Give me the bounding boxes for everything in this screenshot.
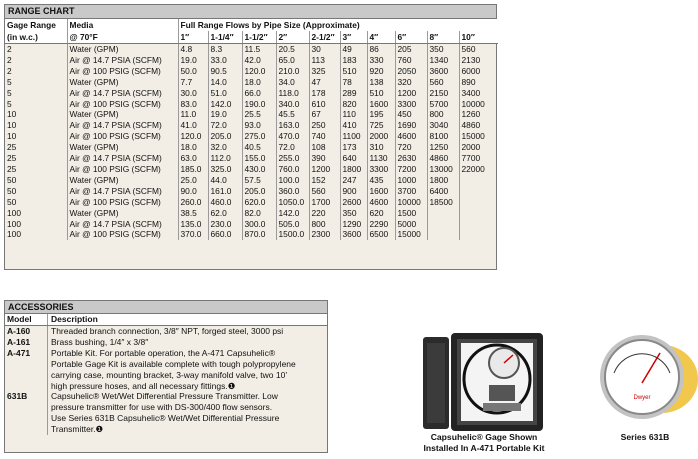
- table-row: [5, 109, 498, 120]
- flow-cell: 4.8: [178, 44, 208, 55]
- media-temp: @ 70°F: [67, 31, 178, 44]
- flow-cell: 2290: [367, 219, 395, 230]
- flow-cell: 4600: [395, 131, 427, 142]
- flow-cell: 1260: [459, 109, 498, 120]
- media-cell: Water (GPM): [67, 77, 178, 88]
- table-row: [5, 142, 498, 153]
- flow-cell: 5700: [427, 99, 459, 110]
- flow-cell: 100.0: [276, 175, 309, 186]
- flow-cell: 83.0: [178, 99, 208, 110]
- flow-cell: 1000: [395, 175, 427, 186]
- flow-cell: 1050.0: [276, 197, 309, 208]
- flow-cell: 25.0: [178, 175, 208, 186]
- flow-cell: 7.7: [178, 77, 208, 88]
- series-631b-caption: Series 631B: [620, 432, 670, 442]
- flow-cell: 110: [340, 109, 367, 120]
- media-header: Media: [67, 19, 178, 31]
- table-row: [5, 208, 498, 219]
- flow-cell: 30: [309, 44, 340, 55]
- flow-cell: 1800: [427, 175, 459, 186]
- model-header: Model: [7, 314, 32, 324]
- accessory-row: [5, 337, 327, 348]
- flow-cell: 325: [309, 66, 340, 77]
- flow-cell: 1290: [340, 219, 367, 230]
- accessories-header-row: [5, 314, 327, 326]
- media-cell: Air @ 100 PSIG (SCFM): [67, 229, 178, 240]
- table-row: [5, 131, 498, 142]
- description-line: Brass bushing, 1/4″ x 3/8″: [51, 336, 149, 347]
- flows-header: Full Range Flows by Pipe Size (Approximate): [178, 19, 498, 31]
- description-line: Capsuhelic® Wet/Wet Differential Pressure Transmitter. Low: [51, 391, 278, 402]
- flow-cell: 620: [367, 208, 395, 219]
- flow-cell: 2050: [395, 66, 427, 77]
- flow-cell: 205.0: [242, 186, 276, 197]
- flow-cell: 560: [427, 77, 459, 88]
- flow-cell: 66.0: [242, 88, 276, 99]
- flow-cell: 435: [367, 175, 395, 186]
- flow-cell: 255.0: [276, 153, 309, 164]
- flow-cell: 1200: [309, 164, 340, 175]
- media-cell: Air @ 100 PSIG (SCFM): [67, 131, 178, 142]
- flow-cell: 4860: [459, 120, 498, 131]
- accessory-model: A-471: [7, 347, 31, 358]
- accessory-model: 631B: [7, 391, 28, 402]
- flow-cell: 7200: [395, 164, 427, 175]
- flow-cell: 2150: [427, 88, 459, 99]
- flow-cell: 2630: [395, 153, 427, 164]
- flow-cell: 510: [367, 88, 395, 99]
- media-cell: Air @ 14.7 PSIA (SCFM): [67, 186, 178, 197]
- pipe-size-header: 2″: [276, 31, 309, 44]
- flow-cell: 640: [340, 153, 367, 164]
- gage-range-cell: 2: [7, 54, 12, 65]
- table-row: [5, 219, 498, 230]
- description-line: Portable Kit. For portable operation, the A-471 Capsuhelic®: [51, 347, 276, 358]
- portable-kit-photo: [421, 333, 546, 433]
- accessory-row: [5, 348, 327, 392]
- flow-cell: 3400: [459, 88, 498, 99]
- flow-cell: 72.0: [208, 120, 242, 131]
- gage-range-cell: 100: [7, 218, 21, 229]
- flow-cell: 173: [340, 142, 367, 153]
- description-line: Use Series 631B Capsuhelic® Wet/Wet Differential Pressure: [51, 413, 280, 424]
- media-cell: Air @ 100 PSIG (SCFM): [67, 197, 178, 208]
- range-chart-body: [5, 44, 498, 241]
- flow-cell: 1500: [395, 208, 427, 219]
- flow-cell: 610: [309, 99, 340, 110]
- flow-cell: 40.5: [242, 142, 276, 153]
- flow-cell: 15000: [459, 131, 498, 142]
- flow-cell: 108: [309, 142, 340, 153]
- flow-cell: 210.0: [276, 66, 309, 77]
- dial-brand-text: Dwyer: [633, 395, 651, 401]
- accessory-description: [47, 348, 327, 392]
- table-row: [5, 186, 498, 197]
- flow-cell: 620.0: [242, 197, 276, 208]
- flow-cell: 450: [395, 109, 427, 120]
- flow-cell: 22000: [459, 164, 498, 175]
- flow-cell: 112.0: [208, 153, 242, 164]
- flow-cell: 740: [309, 131, 340, 142]
- flow-cell: 2130: [459, 55, 498, 66]
- gage-range-cell: 50: [7, 174, 17, 185]
- table-row: [5, 120, 498, 131]
- flow-cell: 920: [367, 66, 395, 77]
- description-line: carrying case, mounting bracket, 3-way manifold valve, two 10’: [51, 369, 288, 380]
- flow-cell: [459, 175, 498, 186]
- flow-cell: 30.0: [178, 88, 208, 99]
- media-cell: Air @ 14.7 PSIA (SCFM): [67, 153, 178, 164]
- flow-cell: 183: [340, 55, 367, 66]
- accessory-model: A-161: [7, 336, 31, 347]
- flow-cell: 1600: [367, 99, 395, 110]
- flow-cell: 660.0: [208, 229, 242, 240]
- table-row: [5, 88, 498, 99]
- flow-cell: 163.0: [276, 120, 309, 131]
- flow-cell: 120.0: [242, 66, 276, 77]
- flow-cell: 155.0: [242, 153, 276, 164]
- pipe-size-header: 2-1/2″: [309, 31, 340, 44]
- pipe-size-header: 6″: [395, 31, 427, 44]
- flow-cell: 320: [395, 77, 427, 88]
- flow-cell: 1340: [427, 55, 459, 66]
- flow-cell: 205.0: [208, 131, 242, 142]
- pipe-size-header: 8″: [427, 31, 459, 44]
- accessory-row: [5, 326, 327, 337]
- media-cell: Water (GPM): [67, 142, 178, 153]
- gage-range-cell: 100: [7, 207, 21, 218]
- table-row: [5, 153, 498, 164]
- flow-cell: 350: [427, 44, 459, 55]
- flow-cell: 161.0: [208, 186, 242, 197]
- flow-cell: 33.0: [208, 55, 242, 66]
- flow-cell: 275.0: [242, 131, 276, 142]
- flow-cell: 62.0: [208, 208, 242, 219]
- gage-range-cell: 100: [7, 229, 21, 240]
- table-row: [5, 197, 498, 208]
- gage-range-cell: 10: [7, 120, 17, 131]
- flow-cell: 18500: [427, 197, 459, 208]
- flow-cell: 113: [309, 55, 340, 66]
- media-cell: Water (GPM): [67, 175, 178, 186]
- table-row: [5, 44, 498, 55]
- flow-cell: 185.0: [178, 164, 208, 175]
- flow-cell: 1200: [395, 88, 427, 99]
- flow-cell: [459, 219, 498, 230]
- flow-cell: 13000: [427, 164, 459, 175]
- table-row: [5, 99, 498, 110]
- gage-range-cell: 25: [7, 153, 17, 164]
- flow-cell: 1100: [340, 131, 367, 142]
- flow-cell: 49: [340, 44, 367, 55]
- gage-range-cell: 10: [7, 109, 17, 120]
- flow-cell: 205: [395, 44, 427, 55]
- flow-cell: [427, 219, 459, 230]
- gage-range-cell: 5: [7, 76, 12, 87]
- flow-cell: 5000: [395, 219, 427, 230]
- gage-range-cell: 5: [7, 87, 12, 98]
- flow-cell: 2000: [459, 142, 498, 153]
- flow-cell: 6400: [427, 186, 459, 197]
- gage-range-header: Gage Range: [5, 19, 67, 31]
- accessory-row: [5, 391, 327, 435]
- flow-cell: 560: [309, 186, 340, 197]
- media-cell: Water (GPM): [67, 109, 178, 120]
- table-row: [5, 55, 498, 66]
- flow-cell: 63.0: [178, 153, 208, 164]
- description-header: Description: [47, 314, 327, 325]
- accessory-description: [47, 337, 327, 348]
- gage-range-cell: 5: [7, 98, 12, 109]
- flow-cell: 11.0: [178, 109, 208, 120]
- flow-cell: 14.0: [208, 77, 242, 88]
- flow-cell: 10000: [395, 197, 427, 208]
- flow-cell: 370.0: [178, 229, 208, 240]
- media-cell: Air @ 14.7 PSIA (SCFM): [67, 55, 178, 66]
- portable-kit-caption: [404, 432, 564, 454]
- flow-cell: 19.0: [208, 109, 242, 120]
- description-line: pressure transmitter for use with DS-300/400 flow sensors.: [51, 402, 273, 413]
- flow-cell: 470.0: [276, 131, 309, 142]
- portable-kit-caption-line1: Capsuhelic® Gage Shown: [430, 432, 538, 442]
- flow-cell: 460.0: [208, 197, 242, 208]
- flow-cell: 510: [340, 66, 367, 77]
- flow-cell: 3700: [395, 186, 427, 197]
- flow-cell: 220: [309, 208, 340, 219]
- flow-cell: 47: [309, 77, 340, 88]
- flow-cell: 289: [340, 88, 367, 99]
- flow-cell: 1690: [395, 120, 427, 131]
- flow-cell: 360.0: [276, 186, 309, 197]
- flow-cell: [427, 208, 459, 219]
- flow-cell: 310: [367, 142, 395, 153]
- flow-cell: 3040: [427, 120, 459, 131]
- flow-cell: 18.0: [178, 142, 208, 153]
- flow-cell: 57.5: [242, 175, 276, 186]
- flow-cell: 1700: [309, 197, 340, 208]
- flow-cell: 6000: [459, 66, 498, 77]
- flow-cell: 8.3: [208, 44, 242, 55]
- flow-cell: 247: [340, 175, 367, 186]
- flow-cell: 82.0: [242, 208, 276, 219]
- flow-cell: 8100: [427, 131, 459, 142]
- flow-cell: 6500: [367, 229, 395, 240]
- flow-cell: 18.0: [242, 77, 276, 88]
- pipe-size-header: 1-1/2″: [242, 31, 276, 44]
- flow-cell: 3600: [427, 66, 459, 77]
- media-cell: Air @ 14.7 PSIA (SCFM): [67, 120, 178, 131]
- table-row: [5, 175, 498, 186]
- flow-cell: 340.0: [276, 99, 309, 110]
- pipe-size-header: 3″: [340, 31, 367, 44]
- flow-cell: 870.0: [242, 229, 276, 240]
- accessory-model: A-160: [7, 326, 31, 336]
- flow-cell: 90.0: [178, 186, 208, 197]
- accessory-description: [47, 391, 327, 435]
- flow-cell: 7700: [459, 153, 498, 164]
- table-row: [5, 66, 498, 77]
- flow-cell: 1800: [340, 164, 367, 175]
- media-cell: Air @ 14.7 PSIA (SCFM): [67, 219, 178, 230]
- table-row: [5, 164, 498, 175]
- flow-cell: 118.0: [276, 88, 309, 99]
- flow-cell: 800: [427, 109, 459, 120]
- flow-cell: 10000: [459, 99, 498, 110]
- flow-cell: 19.0: [178, 55, 208, 66]
- flow-cell: 3600: [340, 229, 367, 240]
- pipe-size-header: 4″: [367, 31, 395, 44]
- flow-cell: 4600: [367, 197, 395, 208]
- flow-cell: 142.0: [208, 99, 242, 110]
- flow-cell: 2000: [367, 131, 395, 142]
- flow-cell: 67: [309, 109, 340, 120]
- range-chart: [4, 4, 497, 270]
- media-cell: Water (GPM): [67, 44, 178, 55]
- flow-cell: 32.0: [208, 142, 242, 153]
- flow-cell: [427, 229, 459, 240]
- flow-cell: 120.0: [178, 131, 208, 142]
- accessories-table: [4, 300, 328, 453]
- media-cell: Water (GPM): [67, 208, 178, 219]
- flow-cell: 51.0: [208, 88, 242, 99]
- flow-cell: 760: [395, 55, 427, 66]
- description-line: Portable Gage Kit is available complete with tough polypropylene: [51, 358, 296, 369]
- flow-cell: 190.0: [242, 99, 276, 110]
- flow-cell: 78: [340, 77, 367, 88]
- flow-cell: 195: [367, 109, 395, 120]
- flow-cell: 178: [309, 88, 340, 99]
- flow-cell: 1250: [427, 142, 459, 153]
- flow-cell: 505.0: [276, 219, 309, 230]
- flow-cell: [459, 208, 498, 219]
- flow-cell: 11.5: [242, 44, 276, 55]
- media-cell: Air @ 14.7 PSIA (SCFM): [67, 88, 178, 99]
- flow-cell: 300.0: [242, 219, 276, 230]
- range-chart-table: [5, 19, 498, 240]
- media-cell: Air @ 100 PSIG (SCFM): [67, 99, 178, 110]
- table-row: [5, 229, 498, 240]
- flow-cell: 90.5: [208, 66, 242, 77]
- flow-cell: 86: [367, 44, 395, 55]
- flow-cell: 230.0: [208, 219, 242, 230]
- flow-cell: 50.0: [178, 66, 208, 77]
- flow-cell: [459, 186, 498, 197]
- media-cell: Air @ 100 PSIG (SCFM): [67, 66, 178, 77]
- flow-cell: 560: [459, 44, 498, 55]
- flow-cell: 1600: [367, 186, 395, 197]
- flow-cell: 1130: [367, 153, 395, 164]
- flow-cell: [459, 229, 498, 240]
- flow-cell: 2300: [309, 229, 340, 240]
- portable-kit-caption-line2: Installed In A-471 Portable Kit: [423, 443, 545, 453]
- flow-cell: 725: [367, 120, 395, 131]
- series-631b-photo: [594, 333, 698, 423]
- flow-cell: 820: [340, 99, 367, 110]
- flow-cell: 720: [395, 142, 427, 153]
- flow-cell: 44.0: [208, 175, 242, 186]
- pipe-size-header: 10″: [459, 31, 498, 44]
- flow-cell: 350: [340, 208, 367, 219]
- gage-range-cell: 2: [7, 44, 12, 54]
- accessories-body: [5, 326, 327, 435]
- flow-cell: 4860: [427, 153, 459, 164]
- pipe-size-header: 1″: [178, 31, 208, 44]
- flow-cell: 41.0: [178, 120, 208, 131]
- flow-cell: 410: [340, 120, 367, 131]
- accessory-description: [47, 326, 327, 337]
- flow-cell: 900: [340, 186, 367, 197]
- flow-cell: 15000: [395, 229, 427, 240]
- flow-cell: 45.5: [276, 109, 309, 120]
- flow-cell: 72.0: [276, 142, 309, 153]
- gage-range-cell: 25: [7, 163, 17, 174]
- flow-cell: 3300: [395, 99, 427, 110]
- flow-cell: 2600: [340, 197, 367, 208]
- flow-cell: 800: [309, 219, 340, 230]
- flow-cell: 65.0: [276, 55, 309, 66]
- flow-cell: 330: [367, 55, 395, 66]
- flow-cell: 42.0: [242, 55, 276, 66]
- description-line: high pressure hoses, and all necessary fittings.❶: [51, 380, 236, 391]
- flow-cell: 20.5: [276, 44, 309, 55]
- range-chart-title: RANGE CHART: [5, 5, 496, 19]
- description-line: Threaded branch connection, 3/8″ NPT, forged steel, 3000 psi: [51, 326, 284, 336]
- gage-range-cell: 10: [7, 131, 17, 142]
- gage-range-cell: 25: [7, 142, 17, 153]
- flow-cell: 135.0: [178, 219, 208, 230]
- table-row: [5, 77, 498, 88]
- flow-cell: 390: [309, 153, 340, 164]
- flow-cell: 430.0: [242, 164, 276, 175]
- flow-cell: 1500.0: [276, 229, 309, 240]
- flow-cell: 25.5: [242, 109, 276, 120]
- gage-range-cell: 50: [7, 185, 17, 196]
- flow-cell: 38.5: [178, 208, 208, 219]
- flow-cell: 325.0: [208, 164, 242, 175]
- flow-cell: 760.0: [276, 164, 309, 175]
- pipe-size-header: 1-1/4″: [208, 31, 242, 44]
- gage-range-cell: 2: [7, 65, 12, 76]
- flow-cell: [459, 197, 498, 208]
- accessories-title: ACCESSORIES: [5, 301, 327, 314]
- flow-cell: 138: [367, 77, 395, 88]
- gage-range-cell: 50: [7, 196, 17, 207]
- flow-cell: 250: [309, 120, 340, 131]
- flow-cell: 3300: [367, 164, 395, 175]
- media-cell: Air @ 100 PSIG (SCFM): [67, 164, 178, 175]
- gage-range-unit: (in w.c.): [5, 31, 67, 44]
- flow-cell: 34.0: [276, 77, 309, 88]
- flow-cell: 152: [309, 175, 340, 186]
- flow-cell: 260.0: [178, 197, 208, 208]
- description-line: Transmitter.❶: [51, 424, 104, 435]
- flow-cell: 142.0: [276, 208, 309, 219]
- flow-cell: 93.0: [242, 120, 276, 131]
- flow-cell: 890: [459, 77, 498, 88]
